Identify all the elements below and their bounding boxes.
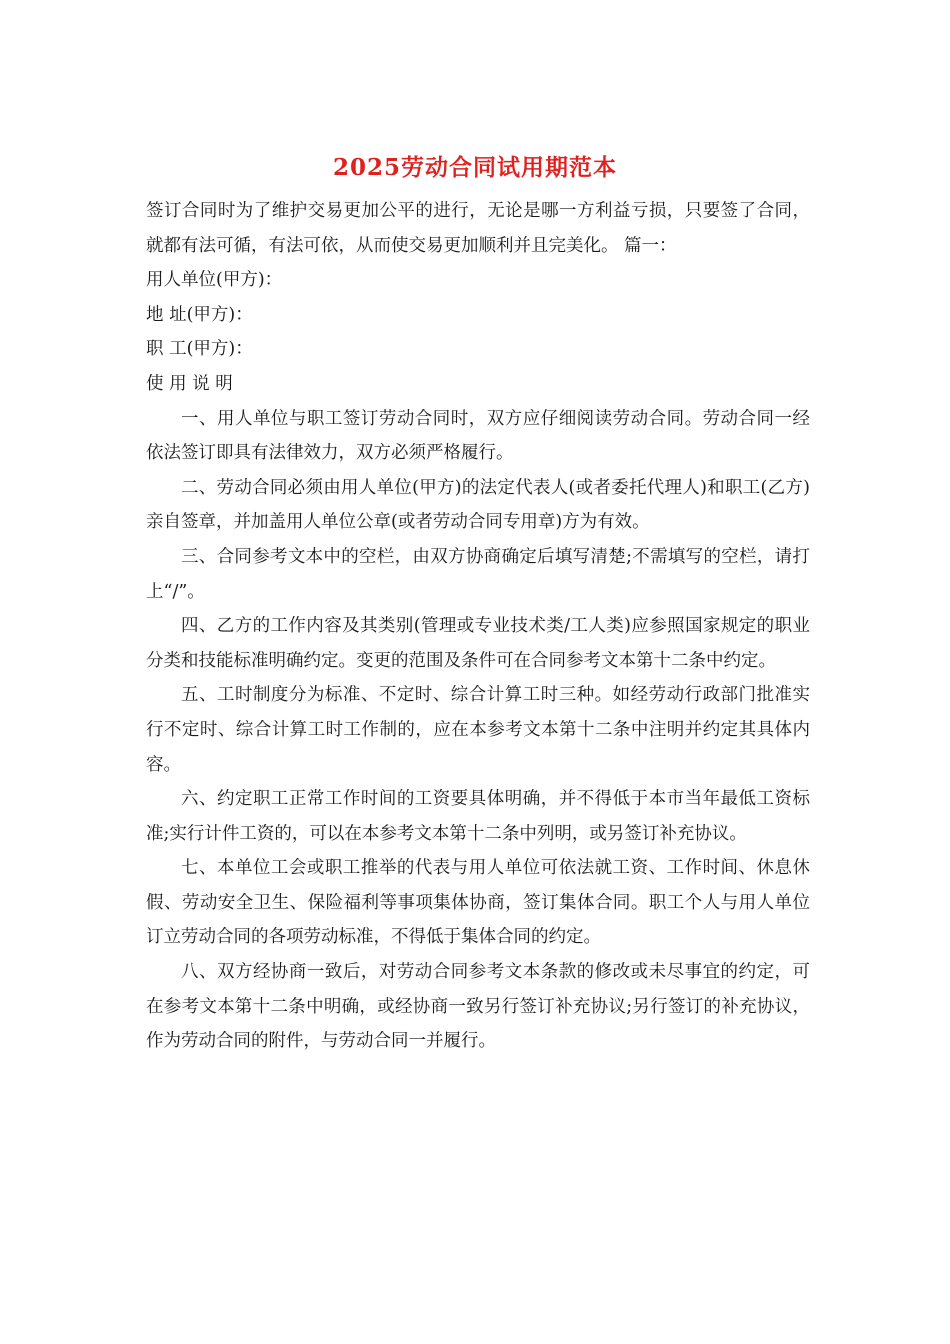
instruction-paragraph: 三、合同参考文本中的空栏，由双方协商确定后填写清楚;不需填写的空栏，请打上“/”。 [146,546,810,602]
instructions-heading: 使 用 说 明 [146,373,233,394]
instruction-paragraph: 八、双方经协商一致后，对劳动合同参考文本条款的修改或未尽事宜的约定，可在参考文本第十二条中明确，或经协商一致另行签订补充协议;另行签订的补充协议，作为劳动合同的附件，与劳动合同一并履行。 [146,962,810,1052]
worker-field: 职 工(甲方)： [146,339,253,360]
instruction-paragraph: 四、乙方的工作内容及其类别(管理或专业技术类/工人类)应参照国家规定的职业分类和技能标准明确约定。变更的范围及条件可在合同参考文本第十二条中约定。 [146,616,810,671]
document-body [146,194,810,1059]
document-title: 2025劳动合同试用期范本 [332,154,617,181]
instruction-paragraph: 二、劳动合同必须由用人单位(甲方)的法定代表人(或者委托代理人)和职工(乙方)亲自签章，并加盖用人单位公章(或者劳动合同专用章)方为有效。 [146,477,810,533]
instruction-paragraph: 一、用人单位与职工签订劳动合同时，双方应仔细阅读劳动合同。劳动合同一经依法签订即具有法律效力，双方必须严格履行。 [146,408,810,464]
address-field: 地 址(甲方)： [146,304,253,325]
instruction-paragraph: 五、工时制度分为标准、不定时、综合计算工时三种。如经劳动行政部门批准实行不定时、综合计算工时工作制的，应在本参考文本第十二条中注明并约定其具体内容。 [146,685,810,775]
instruction-paragraph: 六、约定职工正常工作时间的工资要具体明确，并不得低于本市当年最低工资标准;实行计件工资的，可以在本参考文本第十二条中列明，或另签订补充协议。 [146,789,810,844]
intro-paragraph: 签订合同时为了维护交易更加公平的进行，无论是哪一方利益亏损，只要签了合同，就都有法可循，有法可依，从而使交易更加顺利并且完美化。 篇一： [146,201,810,256]
employer-field: 用人单位(甲方)： [146,270,283,291]
instruction-paragraph: 七、本单位工会或职工推举的代表与用人单位可依法就工资、工作时间、休息休假、劳动安全卫生、保险福利等事项集体协商，签订集体合同。职工个人与用人单位订立劳动合同的各项劳动标准，不得低于集体合同的约定。 [146,858,810,948]
